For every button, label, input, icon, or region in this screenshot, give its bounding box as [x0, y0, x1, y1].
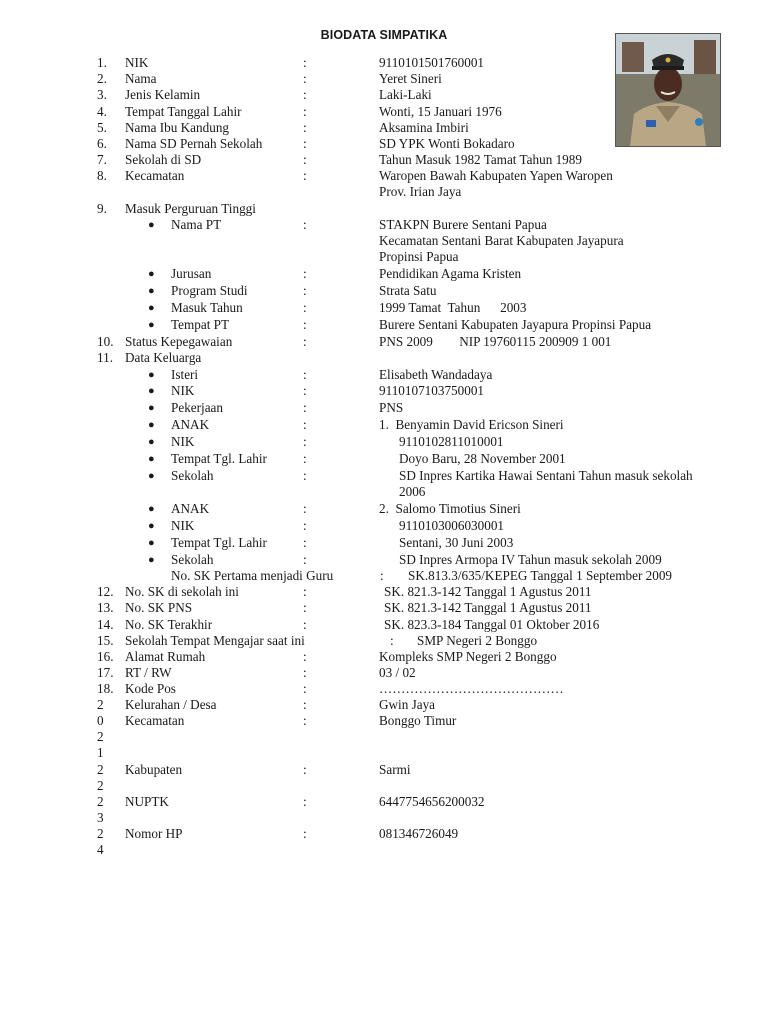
field-pekerjaan: [0, 400, 768, 416]
field-value: Kecamatan Sentani Barat Kabupaten Jayapura: [379, 233, 624, 248]
field-label: ANAK: [171, 501, 210, 516]
field-ibu: [0, 120, 768, 136]
field-label: No. SK di sekolah ini: [125, 584, 239, 599]
row-number: 2.: [97, 71, 107, 86]
field-value: 081346726049: [379, 826, 459, 841]
row-number: 15.: [97, 633, 114, 648]
row-number: 2: [97, 697, 104, 712]
row-number-fragment: [0, 745, 768, 761]
field-value: PNS: [379, 400, 404, 415]
field-sk-pertama: [0, 568, 768, 584]
field-label: Tempat Tanggal Lahir: [125, 104, 242, 119]
bullet-icon: ●: [148, 302, 155, 314]
field-label: Tempat Tgl. Lahir: [171, 535, 267, 550]
colon: :: [303, 87, 307, 102]
bullet-icon: ●: [148, 219, 155, 231]
colon: :: [303, 681, 307, 696]
field-label: ANAK: [171, 417, 210, 432]
field-nuptk: [0, 794, 768, 810]
field-anak-2: [0, 501, 768, 517]
field-label: NUPTK: [125, 794, 169, 809]
field-sk-sekolah: [0, 584, 768, 600]
row-number: 2: [97, 794, 104, 809]
field-value: Waropen Bawah Kabupaten Yapen Waropen: [379, 168, 613, 183]
row-number-fragment: [0, 729, 768, 745]
row-number: 8.: [97, 168, 107, 183]
field-masuk-tahun: [0, 300, 768, 316]
field-jurusan: [0, 266, 768, 282]
field-value: Prov. Irian Jaya: [379, 184, 462, 199]
colon: :: [380, 568, 384, 583]
field-sk-terakhir: [0, 617, 768, 633]
colon: :: [303, 649, 307, 664]
colon: :: [303, 451, 307, 466]
row-number: 18.: [97, 681, 114, 696]
row-number: 13.: [97, 600, 114, 615]
colon: :: [303, 713, 307, 728]
bullet-icon: ●: [148, 402, 155, 414]
field-kabupaten: [0, 762, 768, 778]
colon: :: [390, 633, 394, 648]
colon: :: [303, 600, 307, 615]
colon: :: [303, 584, 307, 599]
bullet-icon: ●: [148, 419, 155, 431]
field-value: Bonggo Timur: [379, 713, 457, 728]
colon: :: [303, 762, 307, 777]
field-rtrw: [0, 665, 768, 681]
field-value: 2006: [399, 484, 426, 499]
colon: :: [303, 434, 307, 449]
colon: :: [303, 104, 307, 119]
bullet-icon: ●: [148, 385, 155, 397]
field-value: Pendidikan Agama Kristen: [379, 266, 522, 281]
field-jenis-kelamin: [0, 87, 768, 103]
row-number: 3.: [97, 87, 107, 102]
colon: :: [303, 501, 307, 516]
field-label: NIK: [171, 434, 195, 449]
field-label: Jenis Kelamin: [125, 87, 201, 102]
field-nama-pt-cont2: [0, 249, 768, 265]
field-kecamatan-cont: [0, 184, 768, 200]
bullet-icon: ●: [148, 369, 155, 381]
colon: :: [303, 168, 307, 183]
colon: :: [303, 55, 307, 70]
field-value: 03 / 02: [379, 665, 416, 680]
field-anak-1-nik: [0, 434, 768, 450]
field-label: Nama SD Pernah Sekolah: [125, 136, 263, 151]
field-sekolah-sd: [0, 152, 768, 168]
colon: :: [303, 152, 307, 167]
field-value: SD Inpres Kartika Hawai Sentani Tahun masuk sekolah: [399, 468, 693, 483]
field-value: Doyo Baru, 28 November 2001: [399, 451, 566, 466]
field-value: 6447754656200032: [379, 794, 485, 809]
field-label: Sekolah di SD: [125, 152, 202, 167]
field-value: Wonti, 15 Januari 1976: [379, 104, 502, 119]
field-value: SD Inpres Armopa IV Tahun masuk sekolah 2009: [399, 552, 662, 567]
field-label: Kelurahan / Desa: [125, 697, 217, 712]
colon: :: [303, 417, 307, 432]
bullet-icon: ●: [148, 268, 155, 280]
field-sk-pns: [0, 600, 768, 616]
field-label: No. SK PNS: [125, 600, 193, 615]
row-number: 10.: [97, 334, 114, 349]
field-label: RT / RW: [125, 665, 172, 680]
colon: :: [303, 217, 307, 232]
field-value: Propinsi Papua: [379, 249, 459, 264]
field-sekolah-mengajar: [0, 633, 768, 649]
field-label: Kabupaten: [125, 762, 183, 777]
row-number: 7.: [97, 152, 107, 167]
row-number: 6.: [97, 136, 107, 151]
field-status-kepegawaian: [0, 334, 768, 350]
field-nama-pt: [0, 217, 768, 233]
field-value: 9110102811010001: [399, 434, 504, 449]
field-data-keluarga: [0, 350, 768, 366]
field-value: Sentani, 30 Juni 2003: [399, 535, 514, 550]
field-label: Sekolah Tempat Mengajar saat ini: [125, 633, 305, 648]
field-label: Data Keluarga: [125, 350, 202, 365]
field-value: Tahun Masuk 1982 Tamat Tahun 1989: [379, 152, 582, 167]
bullet-icon: ●: [148, 554, 155, 566]
field-value: 1. Benyamin David Ericson Sineri: [379, 417, 564, 432]
document-title: BIODATA SIMPATIKA: [320, 28, 448, 42]
bullet-icon: ●: [148, 470, 155, 482]
colon: :: [303, 518, 307, 533]
field-label: Masuk Tahun: [171, 300, 243, 315]
field-anak-1-ttl: [0, 451, 768, 467]
field-label: Sekolah: [171, 468, 214, 483]
field-label: Kode Pos: [125, 681, 176, 696]
field-label: No. SK Terakhir: [125, 617, 213, 632]
row-number-fragment: [0, 842, 768, 858]
field-isteri: [0, 367, 768, 383]
field-nomor-hp: [0, 826, 768, 842]
field-label: Status Kepegawaian: [125, 334, 233, 349]
colon: :: [303, 283, 307, 298]
bullet-icon: ●: [148, 537, 155, 549]
colon: :: [303, 71, 307, 86]
field-value: Elisabeth Wandadaya: [379, 367, 493, 382]
bullet-icon: ●: [148, 285, 155, 297]
field-value: ……………………………………: [379, 681, 564, 696]
row-number: 16.: [97, 649, 114, 664]
field-nik-isteri: [0, 383, 768, 399]
field-value: 9110107103750001: [379, 383, 485, 398]
field-nik: [0, 55, 768, 71]
field-label: Sekolah: [171, 552, 214, 567]
row-number: 2: [97, 778, 104, 793]
field-label: Pekerjaan: [171, 400, 223, 415]
field-value: SD YPK Wonti Bokadaro: [379, 136, 515, 151]
row-number: 1.: [97, 55, 107, 70]
row-number: 2: [97, 826, 104, 841]
field-value: Burere Sentani Kabupaten Jayapura Propinsi Papua: [379, 317, 652, 332]
field-anak-2-nik: [0, 518, 768, 534]
row-number: 5.: [97, 120, 107, 135]
row-number-fragment: [0, 810, 768, 826]
colon: :: [303, 826, 307, 841]
field-label: NIK: [171, 383, 195, 398]
field-value: STAKPN Burere Sentani Papua: [379, 217, 547, 232]
field-label: Kecamatan: [125, 713, 185, 728]
field-label: Tempat Tgl. Lahir: [171, 451, 267, 466]
colon: :: [303, 266, 307, 281]
field-value: Laki-Laki: [379, 87, 432, 102]
field-anak-1-sekolah: [0, 468, 768, 484]
field-nama-pt-cont: [0, 233, 768, 249]
field-kelurahan: [0, 697, 768, 713]
field-value: 1999 Tamat Tahun 2003: [379, 300, 527, 315]
field-tempat-pt: [0, 317, 768, 333]
row-number: 3: [97, 810, 104, 825]
colon: :: [303, 552, 307, 567]
field-value: Aksamina Imbiri: [379, 120, 469, 135]
field-anak-2-sekolah: [0, 552, 768, 568]
field-kode-pos: [0, 681, 768, 697]
row-number-fragment: [0, 778, 768, 794]
field-value: SMP Negeri 2 Bonggo: [417, 633, 538, 648]
row-number: 2: [97, 762, 104, 777]
row-number: 12.: [97, 584, 114, 599]
field-ttl: [0, 104, 768, 120]
colon: :: [303, 120, 307, 135]
colon: :: [303, 617, 307, 632]
colon: :: [303, 468, 307, 483]
bullet-icon: ●: [148, 520, 155, 532]
field-value: SK. 821.3-142 Tanggal 1 Agustus 2011: [384, 584, 592, 599]
field-value: SK.813.3/635/KEPEG Tanggal 1 September 2009: [408, 568, 673, 583]
field-value: 2. Salomo Timotius Sineri: [379, 501, 521, 516]
bullet-icon: ●: [148, 319, 155, 331]
field-value: PNS 2009 NIP 19760115 200909 1 001: [379, 334, 612, 349]
field-nama: [0, 71, 768, 87]
row-number: 17.: [97, 665, 114, 680]
field-value: SK. 821.3-142 Tanggal 1 Agustus 2011: [384, 600, 592, 615]
field-value: Gwin Jaya: [379, 697, 436, 712]
field-alamat: [0, 649, 768, 665]
field-kecamatan: [0, 168, 768, 184]
field-sd: [0, 136, 768, 152]
colon: :: [303, 136, 307, 151]
row-number: 2: [97, 729, 104, 744]
field-label: NIK: [171, 518, 195, 533]
field-label: Alamat Rumah: [125, 649, 206, 664]
row-number: 11.: [97, 350, 113, 365]
field-label: NIK: [125, 55, 149, 70]
bullet-icon: ●: [148, 503, 155, 515]
colon: :: [303, 400, 307, 415]
field-value: Kompleks SMP Negeri 2 Bonggo: [379, 649, 557, 664]
field-label: Isteri: [171, 367, 199, 382]
row-number: 1: [97, 745, 104, 760]
field-label: Nomor HP: [125, 826, 183, 841]
field-perguruan-tinggi: [0, 201, 768, 217]
field-label: Program Studi: [171, 283, 248, 298]
field-value: SK. 823.3-184 Tanggal 01 Oktober 2016: [384, 617, 600, 632]
bullet-icon: ●: [148, 436, 155, 448]
row-number: 0: [97, 713, 104, 728]
field-value: 9110103006030001: [399, 518, 505, 533]
bullet-icon: ●: [148, 453, 155, 465]
field-label: Tempat PT: [171, 317, 230, 332]
field-value: Yeret Sineri: [379, 71, 442, 86]
colon: :: [303, 697, 307, 712]
field-value: Sarmi: [379, 762, 411, 777]
field-kecamatan-2: [0, 713, 768, 729]
field-anak-2-ttl: [0, 535, 768, 551]
field-anak-1-sekolah-cont: [0, 484, 768, 500]
colon: :: [303, 334, 307, 349]
colon: :: [303, 535, 307, 550]
row-number: 4.: [97, 104, 107, 119]
colon: :: [303, 300, 307, 315]
colon: :: [303, 367, 307, 382]
row-number: 9.: [97, 201, 107, 216]
field-label: Masuk Perguruan Tinggi: [125, 201, 256, 216]
colon: :: [303, 794, 307, 809]
field-value: Strata Satu: [379, 283, 437, 298]
field-label: Jurusan: [171, 266, 212, 281]
row-number: 4: [97, 842, 104, 857]
field-anak-1: [0, 417, 768, 433]
field-program-studi: [0, 283, 768, 299]
colon: :: [303, 665, 307, 680]
field-value: 9110101501760001: [379, 55, 485, 70]
field-label: Nama PT: [171, 217, 222, 232]
field-label: Kecamatan: [125, 168, 185, 183]
row-number: 14.: [97, 617, 114, 632]
field-label: Nama Ibu Kandung: [125, 120, 230, 135]
colon: :: [303, 317, 307, 332]
field-label: Nama: [125, 71, 157, 86]
field-label: No. SK Pertama menjadi Guru: [171, 568, 334, 583]
colon: :: [303, 383, 307, 398]
